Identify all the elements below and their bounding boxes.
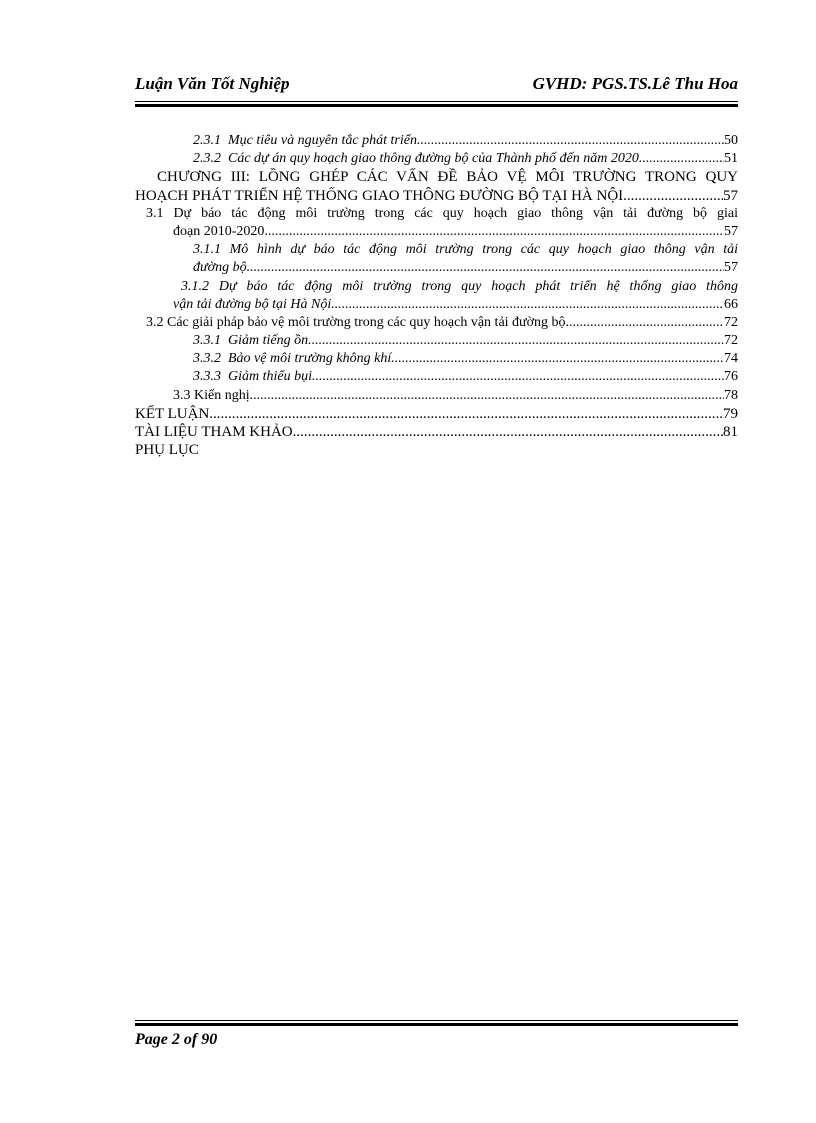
toc-entry-phu-luc[interactable]: PHỤ LỤC xyxy=(135,442,199,459)
toc-entry-ket-luan[interactable]: KẾT LUẬN ..... 79 xyxy=(135,405,738,423)
toc-entry-3-2[interactable]: 3.2 Các giải pháp bảo vệ môi trường trong các quy hoạch vận tải đường bộ ..... 72 xyxy=(135,314,738,332)
header-advisor: GVHD: PGS.TS.Lê Thu Hoa xyxy=(532,74,738,93)
toc-entry-3-1-2-line2[interactable]: vận tải đường bộ tại Hà Nội ..... 66 xyxy=(135,296,738,314)
toc-entry-2-3-1[interactable]: 2.3.1 Mục tiêu và nguyên tắc phát triển ..... 50 xyxy=(135,132,738,150)
toc-entry-3-3[interactable]: 3.3 Kiến nghị ..... 78 xyxy=(135,387,738,405)
header-title: Luận Văn Tốt Nghiệp xyxy=(135,74,290,93)
toc-entry-3-3-1[interactable]: 3.3.1 Giảm tiếng ồn ..... 72 xyxy=(135,332,738,350)
toc-entry-tai-lieu[interactable]: TÀI LIỆU THAM KHẢO ..... 81 xyxy=(135,423,738,441)
toc-entry-3-3-3[interactable]: 3.3.3 Giảm thiểu bụi ..... 76 xyxy=(135,368,738,386)
toc-entry-3-1-1-line1[interactable]: 3.1.1 Mô hình dự báo tác động môi trường trong các quy hoạch giao thông vận tải xyxy=(193,242,738,258)
header-rule-thick xyxy=(135,104,738,107)
table-of-contents xyxy=(135,132,738,459)
toc-entry-3-1-1-line2[interactable]: đường bộ ..... 57 xyxy=(135,259,738,277)
toc-entry-3-1-2-line1[interactable]: 3.1.2 Dự báo tác động môi trường trong quy hoạch phát triển hệ thống giao thông xyxy=(181,278,738,294)
toc-entry-2-3-2[interactable]: 2.3.2 Các dự án quy hoạch giao thông đường bộ của Thành phố đến năm 2020 ..... 51 xyxy=(135,150,738,168)
toc-entry-3-1-line1[interactable]: 3.1 Dự báo tác động môi trường trong các quy hoạch giao thông vận tải đường bộ giai xyxy=(146,205,738,221)
header-rule-thin xyxy=(135,101,738,102)
toc-chapter-3-line2[interactable]: HOẠCH PHÁT TRIỂN HỆ THỐNG GIAO THÔNG ĐƯỜNG BỘ TẠI HÀ NỘI ..... 57 xyxy=(135,187,738,205)
footer-rule-thin xyxy=(135,1020,738,1021)
toc-entry-3-1-line2[interactable]: đoạn 2010-2020 ..... 57 xyxy=(135,223,738,241)
page-number: Page 2 of 90 xyxy=(135,1031,218,1048)
footer-rule-thick xyxy=(135,1023,738,1026)
page-header xyxy=(135,74,738,98)
toc-entry-3-3-2[interactable]: 3.3.2 Bảo vệ môi trường không khí ..... 74 xyxy=(135,350,738,368)
toc-chapter-3-line1[interactable]: CHƯƠNG III: LỒNG GHÉP CÁC VẤN ĐỀ BẢO VỆ MÔI TRƯỜNG TRONG QUY xyxy=(157,169,738,186)
